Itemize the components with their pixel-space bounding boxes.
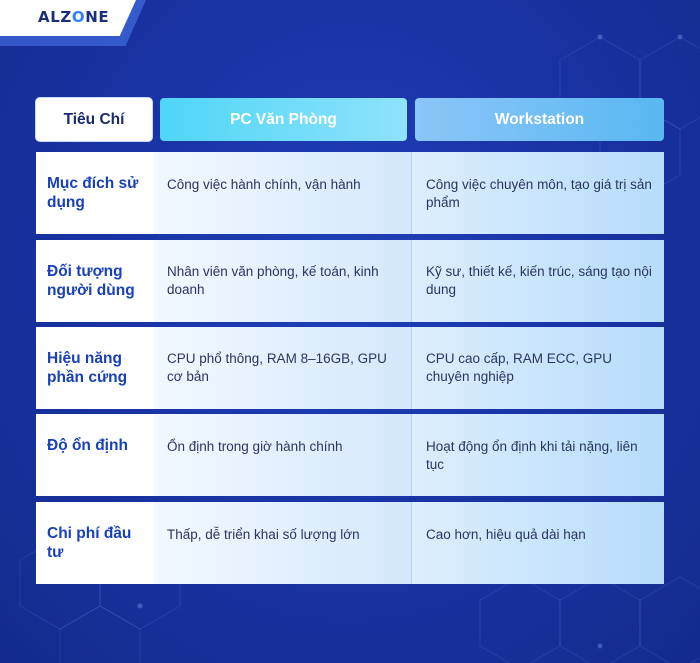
workstation-cell: Cao hơn, hiệu quả dài hạn: [412, 502, 664, 584]
header-criteria: Tiêu Chí: [36, 98, 152, 141]
header-office-pc: PC Văn Phòng: [160, 98, 407, 141]
workstation-cell: CPU cao cấp, RAM ECC, GPU chuyên nghiệp: [412, 327, 664, 409]
table-row: [36, 502, 664, 584]
office-pc-cell: CPU phổ thông, RAM 8–16GB, GPU cơ bản: [154, 327, 412, 409]
table-row: [36, 240, 664, 322]
workstation-cell: Công việc chuyên môn, tạo giá trị sản phẩm: [412, 152, 664, 234]
criteria-cell: Đối tượng người dùng: [36, 240, 154, 322]
criteria-cell: Hiệu năng phần cứng: [36, 327, 154, 409]
table-row: [36, 414, 664, 496]
criteria-cell: Độ ổn định: [36, 414, 154, 496]
workstation-cell: Hoạt động ổn định khi tải nặng, liên tục: [412, 414, 664, 496]
header-workstation: Workstation: [415, 98, 664, 141]
brand-logo: ALZONE: [38, 8, 110, 26]
table-row: [36, 327, 664, 409]
office-pc-cell: Công việc hành chính, vận hành: [154, 152, 412, 234]
workstation-cell: Kỹ sư, thiết kế, kiến trúc, sáng tạo nội dung: [412, 240, 664, 322]
office-pc-cell: Nhân viên văn phòng, kế toán, kinh doanh: [154, 240, 412, 322]
criteria-cell: Mục đích sử dụng: [36, 152, 154, 234]
table-row: [36, 152, 664, 234]
office-pc-cell: Ổn định trong giờ hành chính: [154, 414, 412, 496]
criteria-cell: Chi phí đầu tư: [36, 502, 154, 584]
office-pc-cell: Thấp, dễ triển khai số lượng lớn: [154, 502, 412, 584]
